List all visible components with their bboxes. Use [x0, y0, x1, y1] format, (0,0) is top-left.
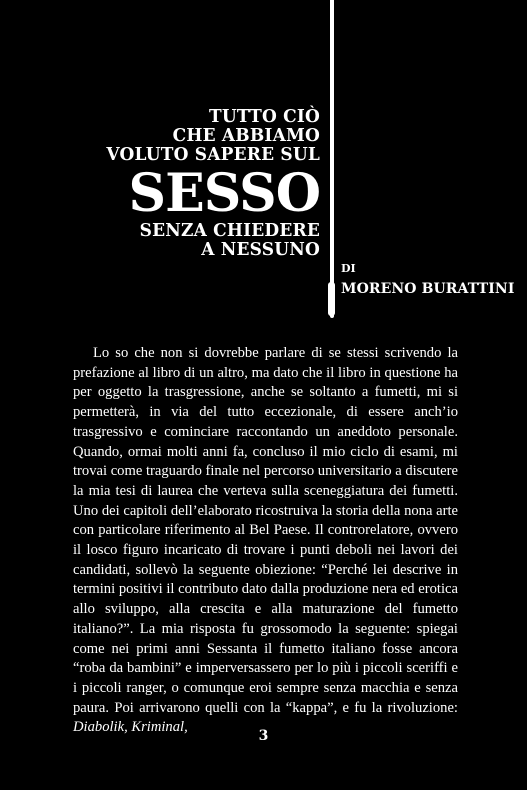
title-big-word: SESSO [128, 163, 320, 224]
title-line-2: CHE ABBIAMO [172, 125, 320, 147]
preface-italic-titles: Diabolik, Kriminal, [73, 719, 188, 736]
decorative-vertical-line [330, 0, 334, 318]
author-name: MORENO BURATTINI [341, 281, 515, 297]
preface-paragraph [73, 344, 458, 738]
author-byline [341, 262, 514, 298]
page-number: 3 [258, 728, 269, 744]
preface-text: Lo so che non si dovrebbe parlare di se stessi scrivendo la prefazione al libro di un altro, ma dato che il libro in questione ha per oggetto la trasgressione, anche se soltanto a fumetti, mi si permetterà, in via del tutto eccezionale, di essere anch’io trasgressivo e cominciare raccontando un aneddoto personale. Quando, ormai molti anni fa, concluso il mio ciclo di esami, mi trovai come traguardo finale nel percorso universitario a discutere la mia tesi di laurea che verteva sulla sceneggiatura dei fumetti. Uno dei capitoli dell’elaborato ricostruiva la storia della nona arte con particolare riferimento al Bel Paese. Il controrelatore, ovvero il losco figuro incaricato di trovare i punti deboli nei lavori dei candidati, sollevò la seguente obiezione: “Perché lei descrive in termini positivi il contributo dato dalla produzione nera ed erotica allo sviluppo, alla crescita e alla maturazione del fumetto italiano?”. La mia risposta fu grossomodo la seguente: spiegai come nei primi anni Sessanta il fumetto italiano fosse ancora “roba da bambini” e imperversassero per lo più i piccoli sceriffi e i piccoli ranger, o comunque eroi sempre senza macchia e senza paura. Poi arrivarono quelli con la “kappa”, e fu la rivoluzione: [73, 345, 458, 716]
title-line-4: SENZA CHIEDERE [139, 220, 320, 242]
byline-di: DI [341, 262, 356, 275]
decorative-line-drip [328, 282, 335, 316]
title-line-1: TUTTO CIÒ [209, 106, 320, 128]
book-title [106, 108, 320, 260]
title-line-3: VOLUTO SAPERE SUL [106, 144, 320, 166]
title-line-5: A NESSUNO [201, 239, 320, 261]
